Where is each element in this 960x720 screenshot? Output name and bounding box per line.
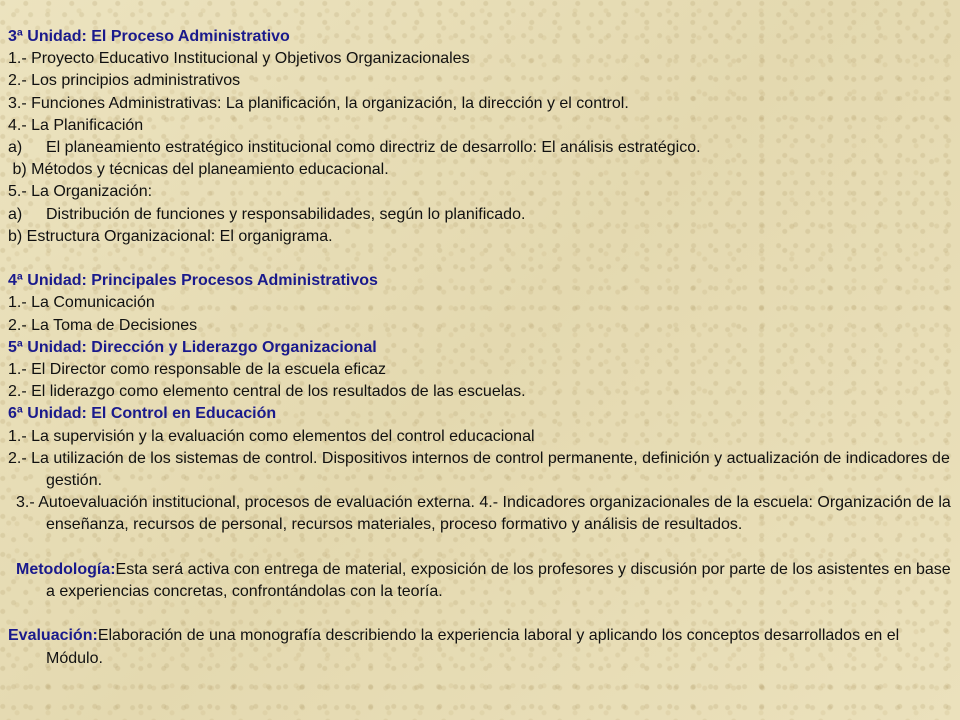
slide-content <box>8 26 952 670</box>
unit3-item-4a-text: El planeamiento estratégico institucional como directriz de desarrollo: El análisis estratégico. <box>46 139 701 157</box>
spacer <box>8 537 952 559</box>
evaluation-paragraph <box>8 625 952 669</box>
unit4-item-2: 2.- La Toma de Decisiones <box>8 316 198 334</box>
spacer <box>8 248 952 270</box>
unit4-title: 4ª Unidad: Principales Procesos Administrativos <box>8 272 378 290</box>
unit3-item-5a <box>8 204 952 226</box>
unit6-title: 6ª Unidad: El Control en Educación <box>8 405 277 423</box>
unit6-item-1: 1.- La supervisión y la evaluación como elementos del control educacional <box>8 427 535 445</box>
unit5-item-2: 2.- El liderazgo como elemento central de los resultados de las escuelas. <box>8 383 526 401</box>
unit6-item-3: 3.- Autoevaluación institucional, procesos de evaluación externa. 4.- Indicadores organizacionales de la escuela: Organización de la enseñanza, recursos de personal, recursos materiales, proceso formativo y análisis de resultados. <box>16 494 951 534</box>
methodology-text: Esta será activa con entrega de material, exposición de los profesores y discusión por parte de los asistentes en base a experiencias concretas, confrontándolas con la teoría. <box>46 560 951 601</box>
unit3-item-5: 5.- La Organización: <box>8 183 153 201</box>
list-marker: a) <box>8 205 23 223</box>
list-marker: a) <box>8 139 23 157</box>
unit3-item-1: 1.- Proyecto Educativo Institucional y Objetivos Organizacionales <box>8 50 470 68</box>
unit3-title: 3ª Unidad: El Proceso Administrativo <box>8 28 290 45</box>
methodology-paragraph <box>8 559 952 603</box>
evaluation-text: Elaboración de una monografía describiendo la experiencia laboral y aplicando los conceptos desarrollados en el Módulo. <box>46 627 900 667</box>
spacer <box>8 603 952 625</box>
unit3-item-2: 2.- Los principios administrativos <box>8 72 241 90</box>
unit3-item-5a-text: Distribución de funciones y responsabilidades, según lo planificado. <box>46 205 526 223</box>
unit3-item-4: 4.- La Planificación <box>8 116 144 134</box>
unit3-item-4a <box>8 137 952 159</box>
methodology-label: Metodología: <box>16 560 116 578</box>
unit3-item-4b: b) Métodos y técnicas del planeamiento educacional. <box>8 161 389 179</box>
unit3-item-5b: b) Estructura Organizacional: El organigrama. <box>8 227 333 245</box>
unit5-item-1: 1.- El Director como responsable de la escuela eficaz <box>8 361 386 379</box>
unit5-title: 5ª Unidad: Dirección y Liderazgo Organizacional <box>8 338 377 356</box>
unit3-item-3: 3.- Funciones Administrativas: La planificación, la organización, la dirección y el control. <box>8 94 629 112</box>
unit4-item-1: 1.- La Comunicación <box>8 294 155 312</box>
unit6-item-2: 2.- La utilización de los sistemas de control. Dispositivos internos de control permanente, definición y actualización de indicadores de gestión. <box>8 449 950 490</box>
evaluation-label: Evaluación: <box>8 627 98 645</box>
